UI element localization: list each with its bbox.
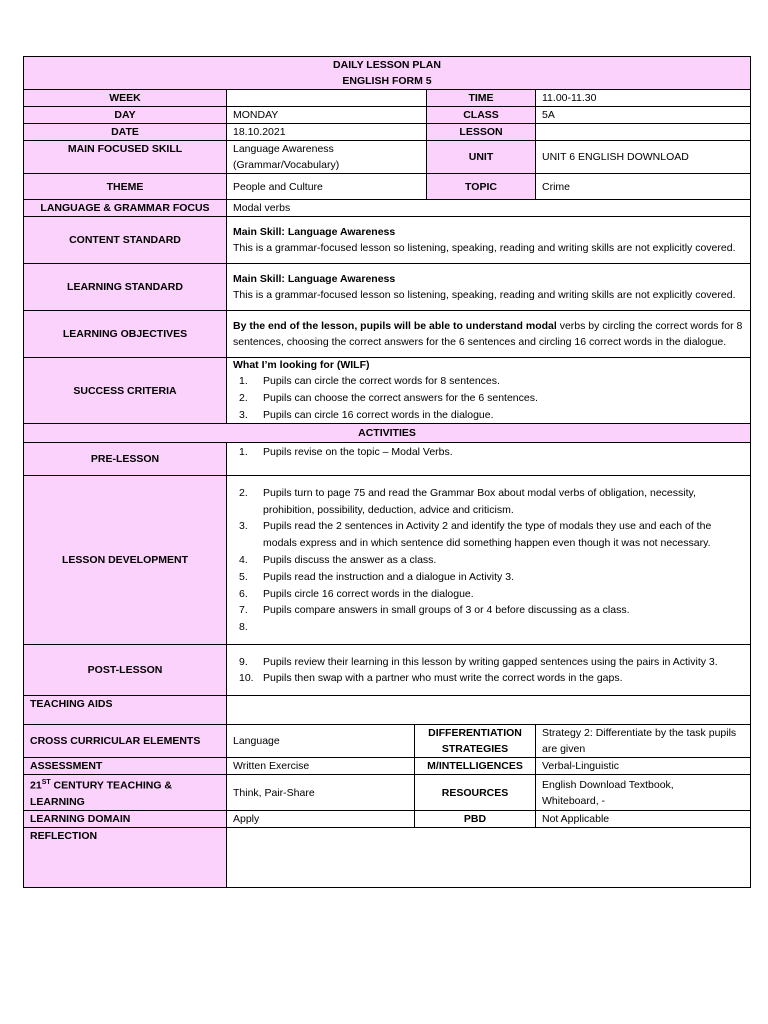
pre-lesson-list [233,444,744,461]
post-lesson-list [233,654,744,688]
header-cell [24,57,751,90]
learning-standard-label: LEARNING STANDARD [24,264,227,311]
focus-value: Modal verbs [227,200,751,217]
learning-standard-heading: Main Skill: Language Awareness [233,273,396,285]
list-item [233,602,744,619]
list-item-number: 3. [239,408,248,421]
development-value [227,476,751,645]
differentiation-label [415,725,536,758]
time-value: 11.00-11.30 [536,90,751,107]
skill-line-1: Language Awareness [233,143,334,155]
intelligences-value: Verbal-Linguistic [536,758,751,775]
week-label: WEEK [24,90,227,107]
activities-header: ACTIVITIES [24,424,751,443]
success-value [227,358,751,424]
post-lesson-label: POST-LESSON [24,645,227,696]
week-value [227,90,427,107]
list-item-text: Pupils then swap with a partner who must write the correct words in the gaps. [263,672,623,685]
day-label: DAY [24,107,227,124]
century-label-line-2: LEARNING [30,795,85,808]
list-item-text: Pupils revise on the topic – Modal Verbs. [263,446,453,459]
list-item-number: 2. [239,486,248,499]
list-item-number: 8. [239,621,248,634]
success-list [233,373,744,423]
list-item-text: Pupils turn to page 75 and read the Grammar Box about modal verbs of obligation, necessity, prohibition, possibility, deduction, advice and criticism. [263,486,696,516]
topic-value: Crime [536,174,751,200]
reflection-value [227,827,751,887]
century-label [24,775,227,811]
list-item [233,619,744,636]
content-standard-label: CONTENT STANDARD [24,217,227,264]
objectives-label: LEARNING OBJECTIVES [24,311,227,358]
list-item [233,390,744,407]
focus-label: LANGUAGE & GRAMMAR FOCUS [24,200,227,217]
list-item-text [263,619,744,636]
theme-value: People and Culture [227,174,427,200]
list-item-text: Pupils circle 16 correct words in the dialogue. [263,587,474,600]
century-label-suffix: ST [41,779,51,787]
cross-curricular-value: Language [227,725,415,758]
date-label: DATE [24,124,227,141]
list-item [233,444,744,461]
lesson-plan-table [23,56,751,888]
content-standard-heading: Main Skill: Language Awareness [233,226,396,238]
skill-label: MAIN FOCUSED SKILL [24,141,227,174]
differentiation-label-line-2: STRATEGIES [441,743,509,756]
theme-label: THEME [24,174,227,200]
teaching-aids-label: TEACHING AIDS [24,696,227,725]
content-standard-text: This is a grammar-focused lesson so listening, speaking, reading and writing skills are not explicitly covered. [233,242,736,254]
list-item [233,569,744,586]
list-item-text: Pupils review their learning in this lesson by writing gapped sentences using the pairs in Activity 3. [263,655,718,668]
lesson-value [536,124,751,141]
class-label: CLASS [427,107,536,124]
list-item [233,654,744,671]
skill-line-2: (Grammar/Vocabulary) [233,159,340,171]
list-item-number: 5. [239,570,248,583]
list-item-number: 3. [239,520,248,533]
century-value: Think, Pair-Share [227,775,415,811]
day-value: MONDAY [227,107,427,124]
list-item [233,407,744,424]
resources-line-1: English Download Textbook, [542,778,674,791]
lesson-label: LESSON [427,124,536,141]
development-list [233,485,744,636]
reflection-label: REFLECTION [24,827,227,887]
success-label: SUCCESS CRITERIA [24,358,227,424]
objectives-bold-text: By the end of the lesson, pupils will be able to understand modal [233,320,557,332]
cross-curricular-label: CROSS CURRICULAR ELEMENTS [24,725,227,758]
plan-title: DAILY LESSON PLAN [333,59,441,71]
resources-label: RESOURCES [415,775,536,811]
list-item-text: Pupils can circle the correct words for 8 sentences. [263,375,500,387]
pbd-value: Not Applicable [536,810,751,827]
list-item-text: Pupils read the 2 sentences in Activity 2 and identify the type of modals they use and each of the modals express and in which sentence did something happen even though it was not necessary. [263,520,712,550]
unit-value: UNIT 6 ENGLISH DOWNLOAD [536,141,751,174]
learning-domain-label: LEARNING DOMAIN [24,810,227,827]
pre-lesson-value [227,443,751,476]
list-item [233,670,744,687]
list-item-number: 10. [239,672,254,685]
list-item-number: 4. [239,553,248,566]
list-item [233,518,744,552]
post-lesson-value [227,645,751,696]
differentiation-label-line-1: DIFFERENTIATION [428,727,522,740]
list-item-text: Pupils can circle 16 correct words in the dialogue. [263,408,494,421]
list-item [233,485,744,519]
pre-lesson-label: PRE-LESSON [24,443,227,476]
resources-line-2: Whiteboard, - [542,794,606,807]
unit-label: UNIT [427,141,536,174]
learning-domain-value: Apply [227,810,415,827]
lesson-plan-sheet [23,56,750,888]
list-item [233,552,744,569]
list-item-number: 9. [239,655,248,668]
list-item-number: 1. [239,446,248,459]
plan-subtitle: ENGLISH FORM 5 [342,75,432,87]
list-item-number: 6. [239,587,248,600]
pbd-label: PBD [415,810,536,827]
century-label-text: CENTURY TEACHING & [50,779,172,792]
objectives-value [227,311,751,358]
list-item-number: 7. [239,604,248,617]
list-item-number: 2. [239,391,248,404]
objectives-text: verbs by circling the correct words for 8 sentences, choosing the correct answers for the 6 sentences and circling 16 correct words in the dialogue. [233,320,743,348]
list-item-text: Pupils compare answers in small groups of 3 or 4 before discussing as a class. [263,604,630,617]
differentiation-value: Strategy 2: Differentiate by the task pupils are given [536,725,751,758]
date-value: 18.10.2021 [227,124,427,141]
content-standard-value [227,217,751,264]
topic-label: TOPIC [427,174,536,200]
resources-value [536,775,751,811]
list-item [233,373,744,390]
success-heading: What I’m looking for (WILF) [233,359,370,371]
skill-value [227,141,427,174]
list-item-text: Pupils can choose the correct answers for the 6 sentences. [263,391,538,404]
list-item [233,586,744,603]
century-label-number: 21 [30,779,42,792]
list-item-number: 1. [239,375,248,387]
intelligences-label: M/INTELLIGENCES [415,758,536,775]
learning-standard-text: This is a grammar-focused lesson so listening, speaking, reading and writing skills are not explicitly covered. [233,289,736,301]
list-item-text: Pupils discuss the answer as a class. [263,553,437,566]
development-label: LESSON DEVELOPMENT [24,476,227,645]
assessment-label: ASSESSMENT [24,758,227,775]
learning-standard-value [227,264,751,311]
list-item-text: Pupils read the instruction and a dialogue in Activity 3. [263,570,514,583]
teaching-aids-value [227,696,751,725]
assessment-value: Written Exercise [227,758,415,775]
time-label: TIME [427,90,536,107]
header-row [24,57,751,90]
class-value: 5A [536,107,751,124]
